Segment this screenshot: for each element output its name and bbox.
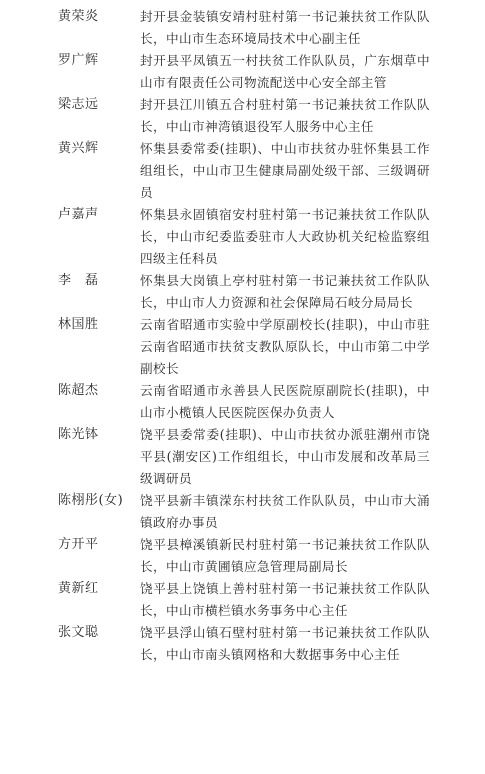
person-position: 封开县江川镇五合村驻村第一书记兼扶贫工作队队长，中山市神湾镇退役军人服务中心主任	[140, 97, 430, 134]
person-position: 云南省昭通市实验中学原副校长(挂职)，中山市驻云南省昭通市扶贫支教队原队长，中山市第二中学副校长	[140, 317, 430, 376]
person-name: 黄新红	[58, 581, 99, 596]
person-name: 陈栩彤(女)	[58, 493, 124, 508]
person-name: 林国胜	[58, 317, 99, 332]
list-item	[0, 534, 485, 578]
person-name: 罗广辉	[58, 53, 99, 68]
person-position: 饶平县新丰镇溁东村扶贫工作队队员，中山市大涌镇政府办事员	[140, 493, 430, 530]
person-position: 饶平县委常委(挂职)、中山市扶贫办派驻潮州市饶平县(潮安区)工作组组长，中山市发展和改革局三级调研员	[140, 427, 430, 486]
person-position: 封开县金装镇安靖村驻村第一书记兼扶贫工作队队长，中山市生态环境局技术中心副主任	[140, 9, 430, 46]
person-name: 梁志远	[58, 97, 99, 112]
list-item	[0, 204, 485, 270]
person-name: 张文聪	[58, 625, 99, 640]
person-name: 李 磊	[58, 273, 99, 288]
person-position: 云南省昭通市永善县人民医院原副院长(挂职)，中山市小榄镇人民医院医保办负责人	[140, 383, 430, 420]
list-item	[0, 50, 485, 94]
person-position: 封开县平凤镇五一村扶贫工作队队员，广东烟草中山市有限责任公司物流配送中心安全部主管	[140, 53, 430, 90]
list-item	[0, 622, 485, 666]
list-item	[0, 380, 485, 424]
person-position: 怀集县永固镇宿安村驻村第一书记兼扶贫工作队队长，中山市纪委监委驻市人大政协机关纪检监察组四级主任科员	[140, 207, 430, 266]
person-position: 饶平县浮山镇石壁村驻村第一书记兼扶贫工作队队长，中山市南头镇网格和大数据事务中心主任	[140, 625, 430, 662]
person-position: 饶平县樟溪镇新民村驻村第一书记兼扶贫工作队队长，中山市黄圃镇应急管理局副局长	[140, 537, 430, 574]
person-position: 怀集县大岗镇上亭村驻村第一书记兼扶贫工作队队长，中山市人力资源和社会保障局石岐分局局长	[140, 273, 430, 310]
list-item	[0, 138, 485, 204]
person-name: 陈光钵	[58, 427, 99, 442]
person-name: 卢嘉声	[58, 207, 99, 222]
person-position: 怀集县委常委(挂职)、中山市扶贫办驻怀集县工作组组长，中山市卫生健康局副处级干部、三级调研员	[140, 141, 430, 200]
person-position: 饶平县上饶镇上善村驻村第一书记兼扶贫工作队队长，中山市横栏镇水务事务中心主任	[140, 581, 430, 618]
list-item	[0, 270, 485, 314]
person-name: 陈超杰	[58, 383, 99, 398]
list-item	[0, 424, 485, 490]
person-name: 方开平	[58, 537, 99, 552]
person-name: 黄兴辉	[58, 141, 99, 156]
person-name: 黄荣炎	[58, 9, 99, 24]
list-item	[0, 94, 485, 138]
list-item	[0, 578, 485, 622]
list-item	[0, 490, 485, 534]
list-item	[0, 6, 485, 50]
list-item	[0, 314, 485, 380]
